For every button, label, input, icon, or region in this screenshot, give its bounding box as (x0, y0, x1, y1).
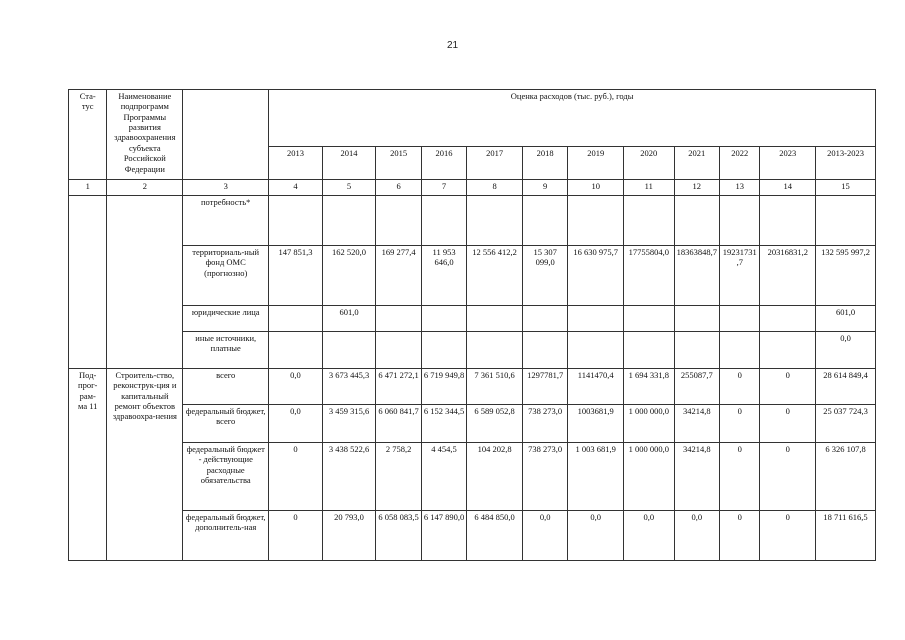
value-cell: 738 273,0 (522, 405, 567, 443)
value-cell (376, 332, 421, 369)
year-header: 2014 (322, 147, 376, 180)
value-cell (674, 332, 719, 369)
value-cell (376, 306, 421, 332)
value-cell: 34214,8 (674, 443, 719, 511)
value-cell: 1 000 000,0 (624, 405, 675, 443)
name-cell-continued (107, 196, 183, 246)
value-cell (568, 332, 624, 369)
value-cell (269, 196, 323, 246)
value-cell: 0,0 (522, 511, 567, 561)
value-cell: 0 (760, 511, 816, 561)
value-cell (322, 332, 376, 369)
column-number: 12 (674, 180, 719, 196)
column-number: 2 (107, 180, 183, 196)
status-cell-continued (69, 246, 107, 306)
value-cell (269, 306, 323, 332)
column-number: 4 (269, 180, 323, 196)
value-cell: 0 (269, 443, 323, 511)
value-cell: 19231731,7 (720, 246, 760, 306)
value-cell (421, 306, 466, 332)
funding-source-label: федеральный бюджет, дополнитель-ная (183, 511, 269, 561)
value-cell: 4 454,5 (421, 443, 466, 511)
column-number: 6 (376, 180, 421, 196)
value-cell: 0 (720, 405, 760, 443)
value-cell: 2 758,2 (376, 443, 421, 511)
value-cell: 6 589 052,8 (467, 405, 523, 443)
value-cell: 0,0 (816, 332, 876, 369)
value-cell: 1 003 681,9 (568, 443, 624, 511)
value-cell: 255087,7 (674, 369, 719, 405)
value-cell: 6 471 272,1 (376, 369, 421, 405)
value-cell (421, 196, 466, 246)
year-header: 2021 (674, 147, 719, 180)
value-cell (760, 332, 816, 369)
year-header: 2023 (760, 147, 816, 180)
value-cell: 11 953 646,0 (421, 246, 466, 306)
value-cell: 17755804,0 (624, 246, 675, 306)
status-cell-continued (69, 196, 107, 246)
year-header: 2018 (522, 147, 567, 180)
value-cell: 147 851,3 (269, 246, 323, 306)
header-cost-title: Оценка расходов (тыс. руб.), годы (269, 90, 876, 147)
column-number: 14 (760, 180, 816, 196)
value-cell (322, 196, 376, 246)
value-cell: 18363848,7 (674, 246, 719, 306)
value-cell (376, 196, 421, 246)
column-number: 15 (816, 180, 876, 196)
value-cell: 1003681,9 (568, 405, 624, 443)
funding-source-label: федеральный бюджет - действующие расходные обязательства (183, 443, 269, 511)
value-cell: 0,0 (674, 511, 719, 561)
value-cell (522, 196, 567, 246)
header-subprogram-name: Наименование подпрограмм Программы развития здравоохранения субъекта Российской Федерации (107, 90, 183, 180)
column-number: 7 (421, 180, 466, 196)
value-cell: 0 (720, 369, 760, 405)
value-cell: 1 000 000,0 (624, 443, 675, 511)
value-cell (467, 196, 523, 246)
value-cell (674, 306, 719, 332)
value-cell: 28 614 849,4 (816, 369, 876, 405)
value-cell: 12 556 412,2 (467, 246, 523, 306)
value-cell (720, 196, 760, 246)
funding-source-label: потребность* (183, 196, 269, 246)
value-cell: 20 793,0 (322, 511, 376, 561)
name-cell-continued (107, 306, 183, 332)
year-header: 2020 (624, 147, 675, 180)
value-cell: 25 037 724,3 (816, 405, 876, 443)
value-cell (467, 306, 523, 332)
value-cell: 6 484 850,0 (467, 511, 523, 561)
value-cell (269, 332, 323, 369)
year-header: 2016 (421, 147, 466, 180)
subprogram-status: Под- прог- рам- ма 11 (69, 369, 107, 561)
value-cell: 162 520,0 (322, 246, 376, 306)
funding-source-label: иные источники, платные (183, 332, 269, 369)
value-cell (816, 196, 876, 246)
header-status: Ста- тус (69, 90, 107, 180)
column-number: 11 (624, 180, 675, 196)
value-cell: 132 595 997,2 (816, 246, 876, 306)
value-cell: 3 673 445,3 (322, 369, 376, 405)
funding-source-label: всего (183, 369, 269, 405)
value-cell: 0 (720, 443, 760, 511)
value-cell: 104 202,8 (467, 443, 523, 511)
year-header: 2013-2023 (816, 147, 876, 180)
value-cell: 6 152 344,5 (421, 405, 466, 443)
header-funding-source (183, 90, 269, 180)
column-number: 9 (522, 180, 567, 196)
value-cell (674, 196, 719, 246)
value-cell: 0,0 (568, 511, 624, 561)
column-number: 5 (322, 180, 376, 196)
value-cell: 601,0 (322, 306, 376, 332)
value-cell: 0 (720, 511, 760, 561)
value-cell: 0 (269, 511, 323, 561)
column-number: 3 (183, 180, 269, 196)
value-cell (624, 196, 675, 246)
value-cell: 0 (760, 369, 816, 405)
value-cell: 34214,8 (674, 405, 719, 443)
funding-source-label: юридические лица (183, 306, 269, 332)
column-number: 10 (568, 180, 624, 196)
value-cell (760, 306, 816, 332)
value-cell (522, 332, 567, 369)
value-cell (624, 332, 675, 369)
value-cell (522, 306, 567, 332)
year-header: 2015 (376, 147, 421, 180)
value-cell: 169 277,4 (376, 246, 421, 306)
value-cell: 1141470,4 (568, 369, 624, 405)
status-cell-continued (69, 306, 107, 332)
value-cell: 20316831,2 (760, 246, 816, 306)
value-cell (568, 196, 624, 246)
value-cell: 16 630 975,7 (568, 246, 624, 306)
year-header: 2022 (720, 147, 760, 180)
value-cell: 15 307 099,0 (522, 246, 567, 306)
value-cell (624, 306, 675, 332)
value-cell: 738 273,0 (522, 443, 567, 511)
value-cell: 3 438 522,6 (322, 443, 376, 511)
value-cell: 0,0 (269, 369, 323, 405)
value-cell (421, 332, 466, 369)
name-cell-continued (107, 332, 183, 369)
value-cell (760, 196, 816, 246)
column-number: 13 (720, 180, 760, 196)
year-header: 2013 (269, 147, 323, 180)
value-cell: 6 719 949,8 (421, 369, 466, 405)
page-number: 21 (446, 40, 459, 51)
value-cell: 6 060 841,7 (376, 405, 421, 443)
status-cell-continued (69, 332, 107, 369)
value-cell: 0 (760, 405, 816, 443)
value-cell: 6 147 890,0 (421, 511, 466, 561)
value-cell: 6 058 083,5 (376, 511, 421, 561)
subprogram-name: Строитель-ство, реконструк-ция и капитальный ремонт объектов здравоохра-нения (107, 369, 183, 561)
value-cell (467, 332, 523, 369)
value-cell: 1 694 331,8 (624, 369, 675, 405)
subprogram-cost-table (68, 89, 876, 561)
value-cell: 18 711 616,5 (816, 511, 876, 561)
funding-source-label: территориаль-ный фонд ОМС (прогнозно) (183, 246, 269, 306)
value-cell: 0,0 (624, 511, 675, 561)
year-header: 2017 (467, 147, 523, 180)
value-cell: 0,0 (269, 405, 323, 443)
value-cell (568, 306, 624, 332)
column-number: 1 (69, 180, 107, 196)
value-cell: 3 459 315,6 (322, 405, 376, 443)
value-cell: 6 326 107,8 (816, 443, 876, 511)
value-cell: 1297781,7 (522, 369, 567, 405)
column-number: 8 (467, 180, 523, 196)
year-header: 2019 (568, 147, 624, 180)
funding-source-label: федеральный бюджет, всего (183, 405, 269, 443)
value-cell: 601,0 (816, 306, 876, 332)
value-cell: 7 361 510,6 (467, 369, 523, 405)
value-cell: 0 (760, 443, 816, 511)
value-cell (720, 306, 760, 332)
value-cell (720, 332, 760, 369)
name-cell-continued (107, 246, 183, 306)
